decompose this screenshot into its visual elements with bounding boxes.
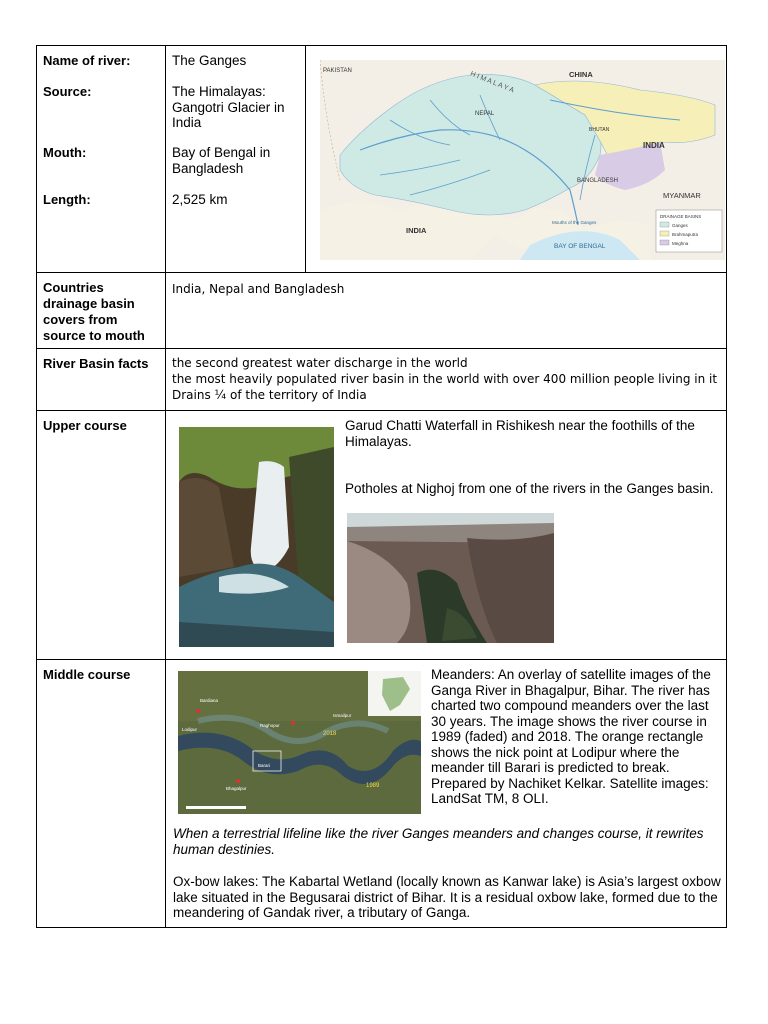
sat-label-lodipur: Lodipur	[182, 727, 198, 732]
basin-fact-line: Drains ¼ of the territory of India	[172, 388, 367, 402]
legend-swatch-ganges	[660, 222, 669, 227]
sat-label-ismailpur: Ismailpur	[333, 713, 352, 718]
basin-facts-cell	[166, 349, 727, 411]
map-label-nepal: NEPAL	[475, 111, 495, 117]
meander-satellite-image	[178, 671, 421, 814]
legend-swatch-brahmaputra	[660, 231, 669, 236]
mouth-value: Bay of Bengal in Bangladesh	[172, 145, 271, 176]
name-value: The Ganges	[172, 53, 247, 68]
countries-label: Countries drainage basin covers from source to mouth	[37, 273, 166, 349]
oxbow-text: Ox-bow lakes: The Kabartal Wetland (locally known as Kanwar lake) is Asia’s largest oxbow lake situated in the Begusarai district of Bihar. It is a residual oxbow lake, formed due to the meandering of Gandak river, a tributary of Ganga.	[173, 874, 721, 920]
middle-course-label: Middle course	[37, 660, 166, 928]
length-value: 2,525 km	[172, 192, 228, 207]
upper-course-cell	[166, 411, 727, 660]
source-value: The Himalayas: Gangotri Glacier in India	[172, 84, 285, 130]
mouth-label: Mouth:	[43, 145, 87, 160]
map-label-india-ne: INDIA	[643, 141, 665, 150]
potholes-photo	[347, 513, 554, 643]
map-label-india-s: INDIA	[406, 226, 427, 235]
map-label-pakistan: PAKISTAN	[323, 68, 352, 74]
map-label-bangladesh: BANGLADESH	[577, 178, 619, 184]
ganges-basin-map	[320, 60, 725, 260]
sat-label-bardiana: Bardiana	[200, 698, 219, 703]
basin-fact-line: the second greatest water discharge in the world	[172, 356, 468, 370]
basin-fact-line: the most heavily populated river basin in the world with over 400 million people living in it	[172, 372, 718, 386]
map-label-china: CHINA	[569, 70, 593, 79]
source-label: Source:	[43, 84, 92, 99]
sat-label-barari: Barari	[258, 763, 271, 768]
legend-swatch-meghna	[660, 240, 669, 245]
legend-title: DRAINAGE BASINS	[660, 214, 702, 219]
sat-label-bhagalpur: Bhagalpur	[226, 786, 247, 791]
map-label-bay: BAY OF BENGAL	[554, 243, 606, 250]
legend-label-brahmaputra: Brahmaputra	[672, 232, 699, 237]
meander-quote: When a terrestrial lifeline like the river Ganges meanders and changes course, it rewrites human destinies.	[173, 826, 704, 857]
river-factsheet-table	[36, 45, 727, 928]
sat-label-1989: 1989	[366, 783, 380, 789]
meanders-text: Meanders: An overlay of satellite images of the Ganga River in Bhagalpur, Bihar. The river has charted two compound meanders over the last 30 years. The image shows the river course in 1989 (faded) and 2018. The orange rectangle shows the nick point at Lodipur where the meander till Barari is predicted to break. Prepared by Nachiket Kelkar. Satellite images: LandSat TM, 8 OLI.	[431, 667, 711, 806]
upper-course-label: Upper course	[37, 411, 166, 660]
map-legend	[656, 210, 722, 252]
info-label-cell	[37, 46, 166, 273]
map-label-himalaya: H I M A L A Y A	[469, 70, 515, 95]
map-label-bhutan: BHUTAN	[589, 127, 610, 133]
length-label: Length:	[43, 192, 91, 207]
map-label-mouths: Mouths of the Ganges	[552, 220, 597, 225]
middle-course-cell	[166, 660, 727, 928]
potholes-caption: Potholes at Nighoj from one of the rivers in the Ganges basin.	[345, 481, 714, 496]
waterfall-photo	[179, 427, 334, 647]
map-cell	[306, 46, 727, 273]
legend-label-meghna: Meghna	[672, 241, 689, 246]
legend-label-ganges: Ganges	[672, 223, 688, 228]
basin-facts-label: River Basin facts	[37, 349, 166, 411]
sat-label-2018: 2018	[323, 731, 337, 737]
countries-value: India, Nepal and Bangladesh	[166, 273, 727, 349]
sat-label-raghopur: Raghopur	[260, 723, 280, 728]
info-value-cell	[166, 46, 306, 273]
name-label: Name of river:	[43, 53, 131, 68]
waterfall-caption: Garud Chatti Waterfall in Rishikesh near the foothills of the Himalayas.	[345, 418, 695, 449]
map-label-myanmar: MYANMAR	[663, 191, 701, 200]
